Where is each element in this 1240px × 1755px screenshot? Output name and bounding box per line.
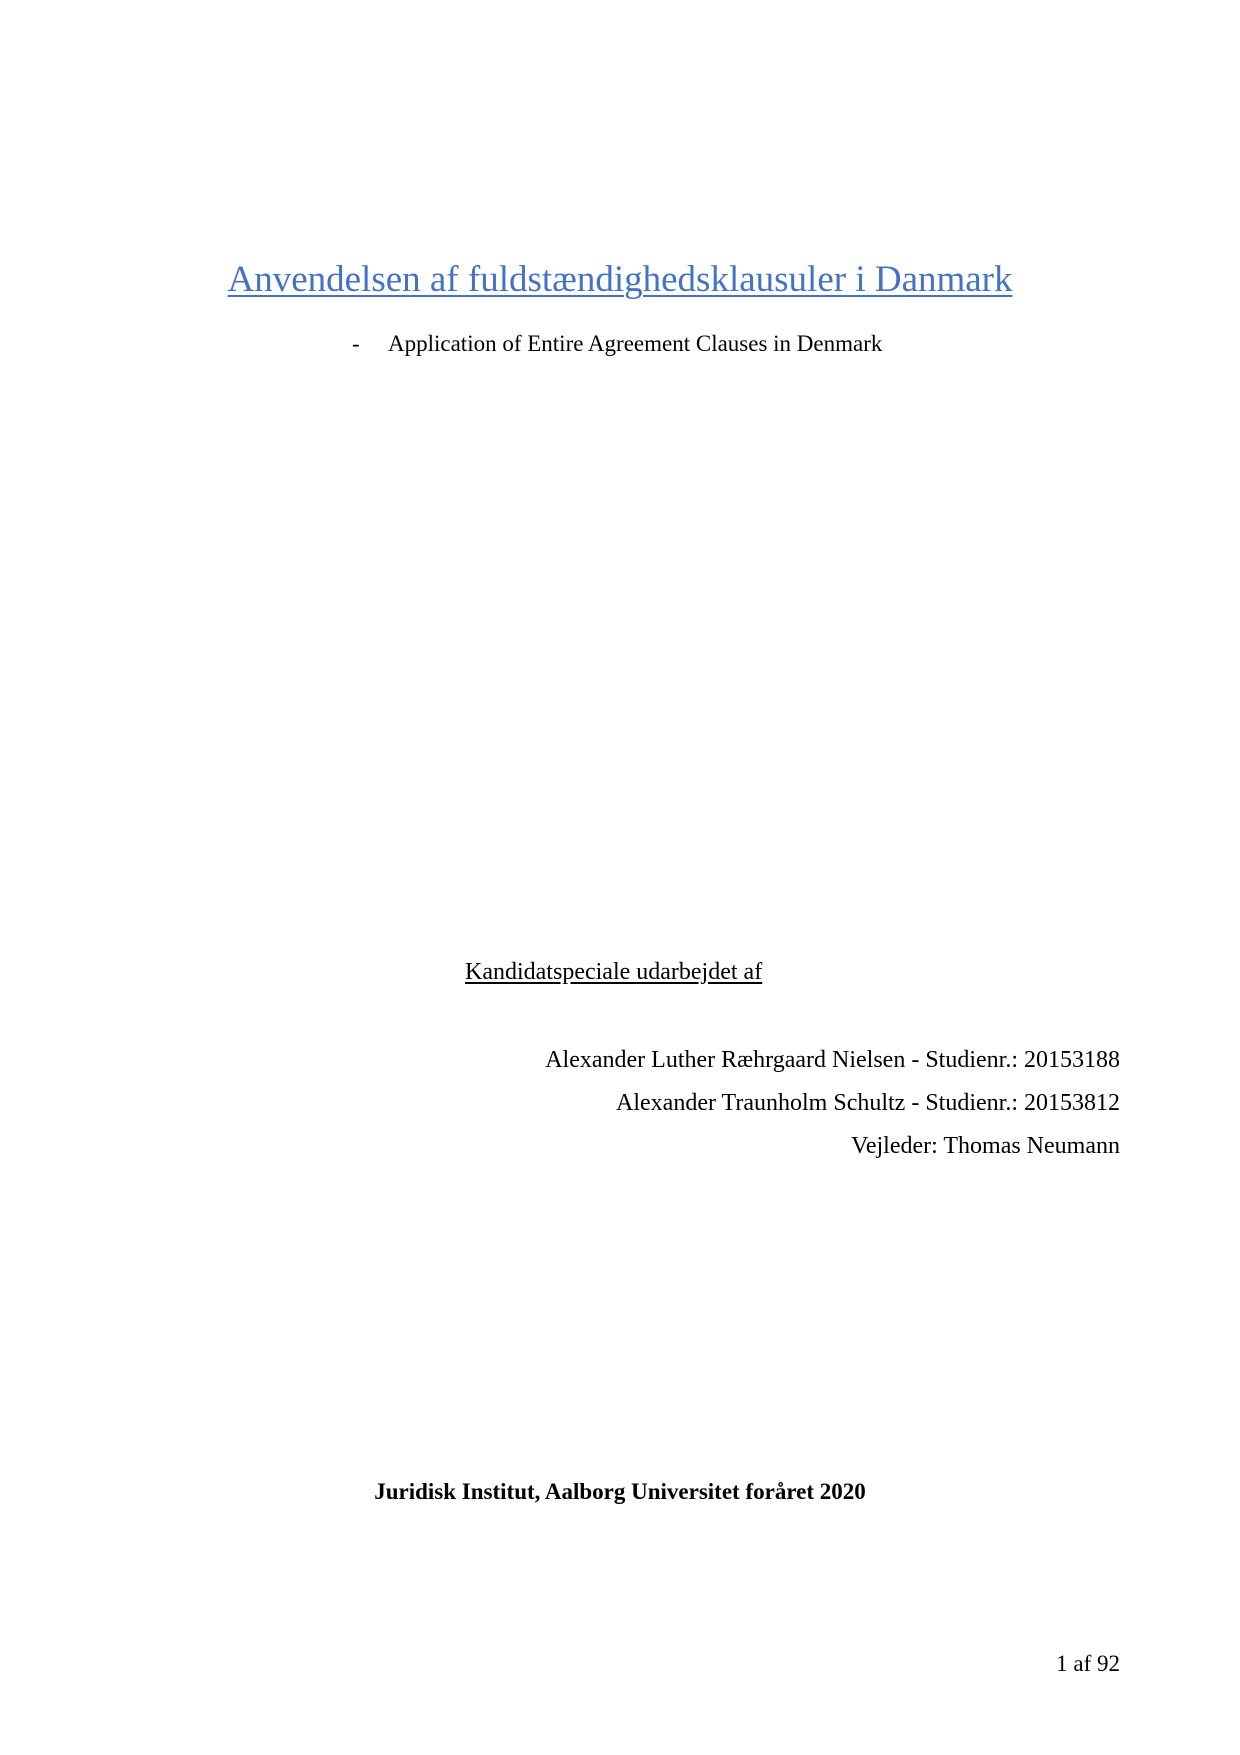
supervisor-line: Vejleder: Thomas Neumann	[851, 1133, 1120, 1159]
subtitle-bullet: -	[352, 331, 360, 356]
page-number: 1 af 92	[1056, 1651, 1120, 1676]
author-line: Alexander Traunholm Schultz - Studienr.: 20153812	[616, 1090, 1120, 1116]
institution-line: Juridisk Institut, Aalborg Universitet foråret 2020	[374, 1479, 866, 1504]
document-subtitle	[352, 330, 882, 358]
subtitle-text: Application of Entire Agreement Clauses in Denmark	[388, 331, 883, 356]
document-title	[0, 258, 1240, 302]
author-line: Alexander Luther Ræhrgaard Nielsen - Studienr.: 20153188	[545, 1047, 1120, 1073]
written-by-label: Kandidatspeciale udarbejdet af	[465, 959, 763, 985]
document-title-text: Anvendelsen af fuldstændighedsklausuler i Danmark	[227, 259, 1013, 300]
